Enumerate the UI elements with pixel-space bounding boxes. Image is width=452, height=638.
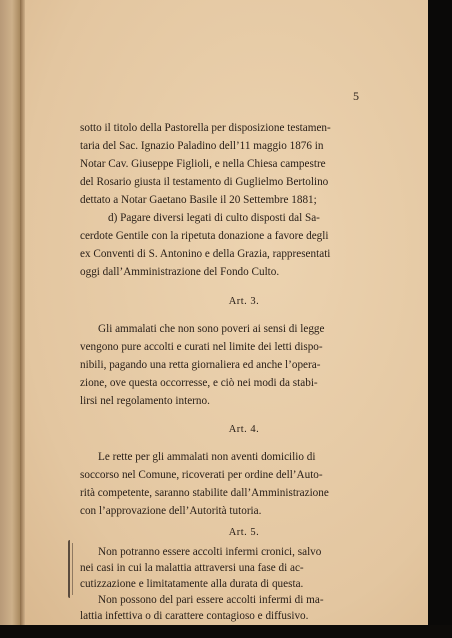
text-line: dettato a Notar Gaetano Basile il 20 Settembre 1881; <box>80 194 317 206</box>
text-line: oggi dall’Amministrazione del Fondo Culto. <box>80 266 280 278</box>
page-number: 5 <box>353 89 359 103</box>
article-heading: Art. 4. <box>228 424 260 435</box>
text-line: zione, ove questa occorresse, e ciò nei modi da stabi- <box>80 377 318 389</box>
text-line: ex Conventi di S. Antonino e della Grazia, rappresentati <box>80 248 331 260</box>
text-line: soccorso nel Comune, ricoverati per ordine dell’Auto- <box>80 469 323 481</box>
background-bottom <box>0 625 452 638</box>
text-line: Le rette per gli ammalati non aventi domicilio di <box>98 451 316 463</box>
page-gutter <box>20 0 25 625</box>
background-right <box>428 0 452 638</box>
text-line: lattia infettiva o di carattere contagioso e diffusivo. <box>80 610 309 622</box>
text-line: vengono pure accolti e curati nel limite dei letti dispo- <box>80 341 323 353</box>
text-line: cerdote Gentile con la ripetuta donazione a favore degli <box>80 230 329 242</box>
text-line: nei casi in cui la malattia attraversi una fase di ac- <box>80 562 304 574</box>
text-line: Non possono del pari essere accolti infermi di ma- <box>98 594 324 606</box>
pencil-mark <box>72 543 75 595</box>
article-heading: Art. 5. <box>228 527 260 538</box>
text-line: con l’approvazione dell’Autorità tutoria. <box>80 505 262 517</box>
text-line: cutizzazione e limitatamente alla durata di questa. <box>80 578 304 590</box>
text-line: nibili, pagando una retta giornaliera ed anche l’opera- <box>80 359 321 371</box>
adjacent-page-edge <box>0 0 20 638</box>
text-line: rità competente, saranno stabilite dall’Amministrazione <box>80 487 329 499</box>
text-line: sotto il titolo della Pastorella per disposizione testamen- <box>80 122 331 134</box>
article-heading: Art. 3. <box>228 296 260 307</box>
text-line: Gli ammalati che non sono poveri ai sensi di legge <box>98 323 325 335</box>
text-line: taria del Sac. Ignazio Paladino dell’11 maggio 1876 in <box>80 140 324 152</box>
text-line: lirsi nel regolamento interno. <box>80 395 210 407</box>
text-line: Notar Cav. Giuseppe Figlioli, e nella Chiesa campestre <box>80 158 326 170</box>
text-line: Non potranno essere accolti infermi cronici, salvo <box>98 546 322 558</box>
text-line: del Rosario giusta il testamento di Guglielmo Bertolino <box>80 176 329 188</box>
text-line: d) Pagare diversi legati di culto disposti dal Sa- <box>108 212 320 224</box>
